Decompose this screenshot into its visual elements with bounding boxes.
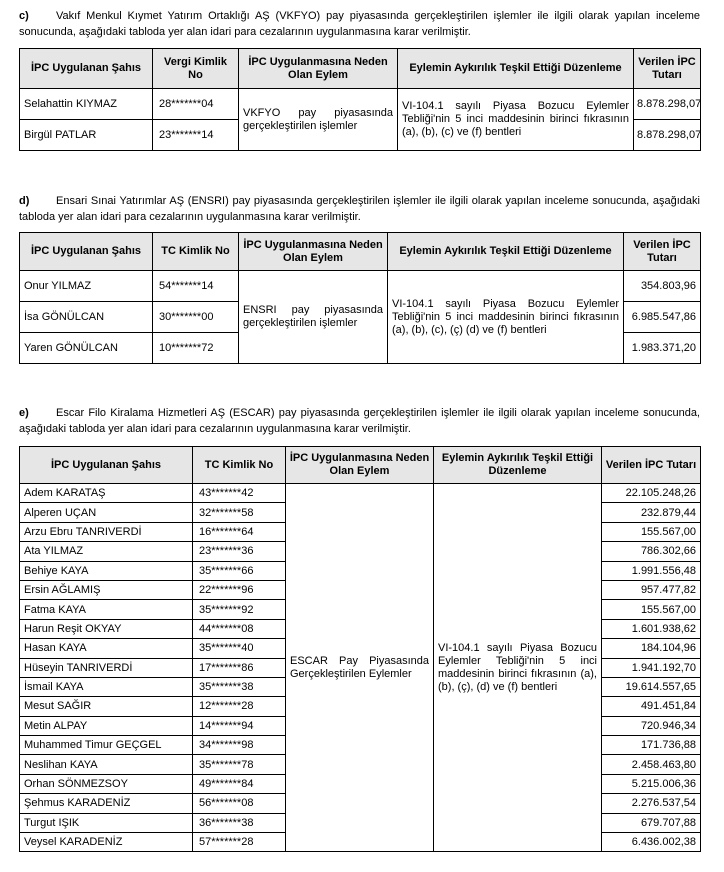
person-name: Fatma KAYA xyxy=(20,600,193,619)
header-amount: Verilen İPC Tutarı xyxy=(624,233,701,271)
action-cell: ESCAR Pay Piyasasında Gerçekleştirilen Eylemler xyxy=(286,484,434,852)
header-person: İPC Uygulanan Şahıs xyxy=(20,49,153,89)
person-name: Mesut SAĞIR xyxy=(20,697,193,716)
header-person: İPC Uygulanan Şahıs xyxy=(20,447,193,484)
penalty-amount: 6.985.547,86 xyxy=(624,302,701,333)
tc-id: 35*******40 xyxy=(193,639,286,658)
person-name: Harun Reşit OKYAY xyxy=(20,619,193,638)
person-name: Orhan SÖNMEZSOY xyxy=(20,774,193,793)
penalty-amount: 184.104,96 xyxy=(602,639,701,658)
person-name: İsmail KAYA xyxy=(20,677,193,696)
person-name: Birgül PATLAR xyxy=(20,120,153,151)
penalty-amount: 1.601.938,62 xyxy=(602,619,701,638)
section-c-text: Vakıf Menkul Kıymet Yatırım Ortaklığı AŞ (VKFYO) pay piyasasında gerçekleştirilen işlemler ile ilgili olarak yapılan inceleme sonucunda, aşağıdaki tabloda yer alan idari para cezalarının uygulanmasına karar verilmiştir. xyxy=(19,10,700,38)
section-d-label: d) xyxy=(19,195,30,207)
person-name: Muhammed Timur GEÇGEL xyxy=(20,736,193,755)
header-regulation: Eylemin Aykırılık Teşkil Ettiği Düzenleme xyxy=(434,447,602,484)
person-name: Arzu Ebru TANRIVERDİ xyxy=(20,522,193,541)
header-action: İPC Uygulanmasına Neden Olan Eylem xyxy=(239,233,388,271)
penalty-amount: 155.567,00 xyxy=(602,522,701,541)
regulation-cell: VI-104.1 sayılı Piyasa Bozucu Eylemler Tebliği'nin 5 inci maddesinin birinci fıkrasının (a), (b), (c), (ç) (d) ve (f) bentleri xyxy=(388,271,624,364)
section-c-label: c) xyxy=(19,10,29,22)
table-row xyxy=(20,89,701,120)
penalty-amount: 491.451,84 xyxy=(602,697,701,716)
penalty-amount: 1.941.192,70 xyxy=(602,658,701,677)
penalty-amount: 8.878.298,07 xyxy=(634,120,701,151)
header-id: Vergi Kimlik No xyxy=(153,49,239,89)
header-regulation: Eylemin Aykırılık Teşkil Ettiği Düzenleme xyxy=(388,233,624,271)
penalty-amount: 720.946,34 xyxy=(602,716,701,735)
person-name: Selahattin KIYMAZ xyxy=(20,89,153,120)
person-name: Turgut IŞIK xyxy=(20,813,193,832)
tc-id: 34*******98 xyxy=(193,736,286,755)
header-action: İPC Uygulanmasına Neden Olan Eylem xyxy=(286,447,434,484)
penalty-amount: 957.477,82 xyxy=(602,580,701,599)
penalty-amount: 232.879,44 xyxy=(602,503,701,522)
action-cell: ENSRI pay piyasasında gerçekleştirilen işlemler xyxy=(239,271,388,364)
person-name: Şehmus KARADENİZ xyxy=(20,794,193,813)
tax-id: 23*******14 xyxy=(153,120,239,151)
person-name: Behiye KAYA xyxy=(20,561,193,580)
penalty-amount: 2.276.537,54 xyxy=(602,794,701,813)
penalty-amount: 679.707,88 xyxy=(602,813,701,832)
penalty-amount: 1.983.371,20 xyxy=(624,333,701,364)
penalty-amount: 6.436.002,38 xyxy=(602,833,701,852)
section-e-paragraph xyxy=(19,405,700,437)
person-name: Veysel KARADENİZ xyxy=(20,833,193,852)
person-name: Onur YILMAZ xyxy=(20,271,153,302)
header-action: İPC Uygulanmasına Neden Olan Eylem xyxy=(239,49,398,89)
tc-id: 44*******08 xyxy=(193,619,286,638)
section-e-text: Escar Filo Kiralama Hizmetleri AŞ (ESCAR) pay piyasasında gerçekleştirilen işlemler ile ilgili olarak yapılan inceleme sonucunda, aşağıdaki tabloda yer alan idari para cezalarının uygulanmasına karar verilmiştir. xyxy=(19,407,700,435)
penalty-amount: 354.803,96 xyxy=(624,271,701,302)
tc-id: 14*******94 xyxy=(193,716,286,735)
person-name: Ata YILMAZ xyxy=(20,542,193,561)
header-regulation: Eylemin Aykırılık Teşkil Ettiği Düzenleme xyxy=(398,49,634,89)
section-e-label: e) xyxy=(19,407,29,419)
penalty-amount: 22.105.248,26 xyxy=(602,484,701,503)
tc-id: 10*******72 xyxy=(153,333,239,364)
tc-id: 30*******00 xyxy=(153,302,239,333)
header-id: TC Kimlik No xyxy=(193,447,286,484)
tc-id: 43*******42 xyxy=(193,484,286,503)
section-d-paragraph xyxy=(19,193,700,225)
tc-id: 35*******92 xyxy=(193,600,286,619)
table-row xyxy=(20,484,701,503)
penalty-amount: 8.878.298,07 xyxy=(634,89,701,120)
person-name: Hüseyin TANRIVERDİ xyxy=(20,658,193,677)
tc-id: 35*******38 xyxy=(193,677,286,696)
tc-id: 32*******58 xyxy=(193,503,286,522)
tc-id: 16*******64 xyxy=(193,522,286,541)
table-ensri xyxy=(19,232,701,364)
table-row xyxy=(20,271,701,302)
regulation-cell: VI-104.1 sayılı Piyasa Bozucu Eylemler Tebliği'nin 5 inci maddesinin birinci fıkrasının (a), (b), (ç), (d) ve (f) bentleri xyxy=(434,484,602,852)
table-vkfyo xyxy=(19,48,701,151)
penalty-amount: 155.567,00 xyxy=(602,600,701,619)
penalty-amount: 5.215.006,36 xyxy=(602,774,701,793)
person-name: Alperen UÇAN xyxy=(20,503,193,522)
person-name: Adem KARATAŞ xyxy=(20,484,193,503)
penalty-amount: 19.614.557,65 xyxy=(602,677,701,696)
tc-id: 57*******28 xyxy=(193,833,286,852)
section-c-paragraph xyxy=(19,8,700,40)
header-id: TC Kimlik No xyxy=(153,233,239,271)
penalty-amount: 171.736,88 xyxy=(602,736,701,755)
tc-id: 12*******28 xyxy=(193,697,286,716)
tc-id: 54*******14 xyxy=(153,271,239,302)
tc-id: 56*******08 xyxy=(193,794,286,813)
person-name: Hasan KAYA xyxy=(20,639,193,658)
tc-id: 35*******78 xyxy=(193,755,286,774)
person-name: İsa GÖNÜLCAN xyxy=(20,302,153,333)
tc-id: 49*******84 xyxy=(193,774,286,793)
person-name: Neslihan KAYA xyxy=(20,755,193,774)
tc-id: 17*******86 xyxy=(193,658,286,677)
tc-id: 22*******96 xyxy=(193,580,286,599)
tax-id: 28*******04 xyxy=(153,89,239,120)
header-person: İPC Uygulanan Şahıs xyxy=(20,233,153,271)
penalty-amount: 2.458.463,80 xyxy=(602,755,701,774)
tc-id: 36*******38 xyxy=(193,813,286,832)
tc-id: 35*******66 xyxy=(193,561,286,580)
person-name: Yaren GÖNÜLCAN xyxy=(20,333,153,364)
person-name: Metin ALPAY xyxy=(20,716,193,735)
section-d-text: Ensari Sınai Yatırımlar AŞ (ENSRI) pay piyasasında gerçekleştirilen işlemler ile ilgili olarak yapılan inceleme sonucunda, aşağıdaki tabloda yer alan idari para cezalarının uygulanmasına karar verilmiştir. xyxy=(19,195,700,223)
person-name: Ersin AĞLAMIŞ xyxy=(20,580,193,599)
action-cell: VKFYO pay piyasasında gerçekleştirilen işlemler xyxy=(239,89,398,151)
header-amount: Verilen İPC Tutarı xyxy=(634,49,701,89)
header-amount: Verilen İPC Tutarı xyxy=(602,447,701,484)
regulation-cell: VI-104.1 sayılı Piyasa Bozucu Eylemler Tebliği'nin 5 inci maddesinin birinci fıkrasının (a), (b), (c) ve (f) bentleri xyxy=(398,89,634,151)
table-escar xyxy=(19,446,701,852)
tc-id: 23*******36 xyxy=(193,542,286,561)
penalty-amount: 1.991.556,48 xyxy=(602,561,701,580)
penalty-amount: 786.302,66 xyxy=(602,542,701,561)
